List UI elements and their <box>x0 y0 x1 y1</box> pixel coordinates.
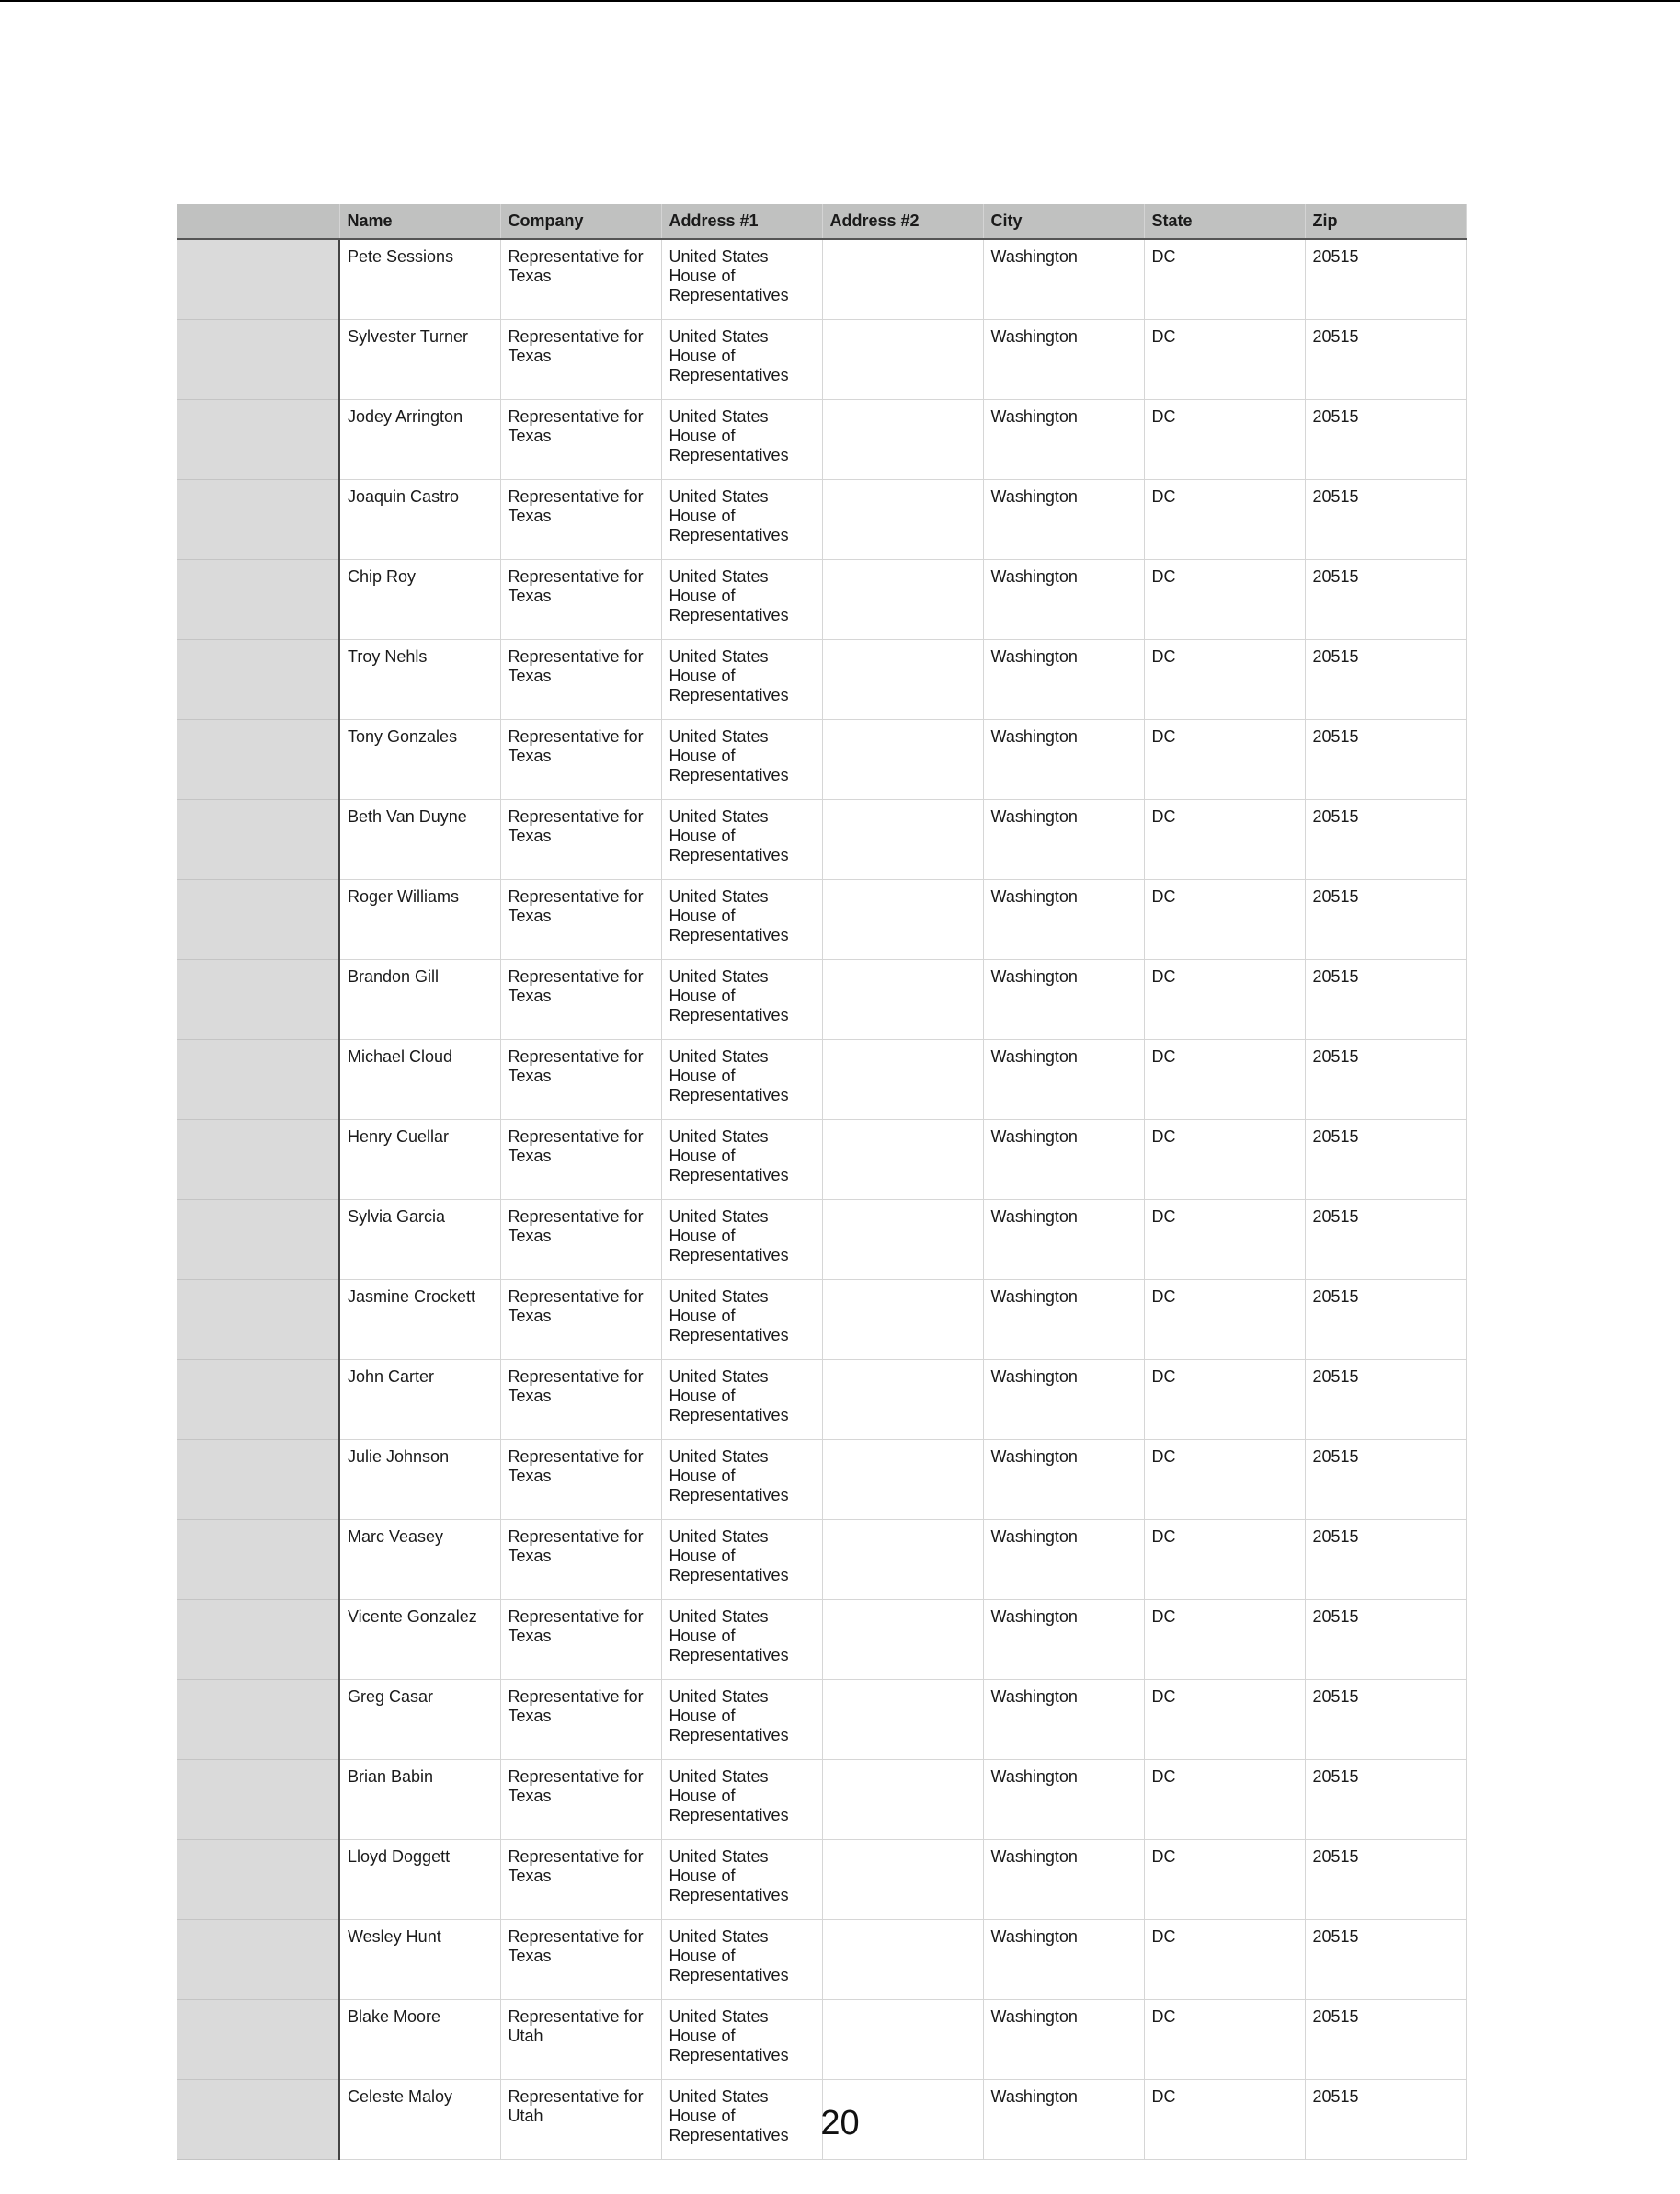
cell-city: Washington <box>983 560 1144 640</box>
cell-address2 <box>822 1440 983 1520</box>
cell-name: Marc Veasey <box>339 1520 500 1600</box>
cell-address2 <box>822 320 983 400</box>
table-row <box>177 1040 1466 1120</box>
table-row <box>177 1760 1466 1840</box>
row-header-cell <box>177 1680 339 1760</box>
cell-zip: 20515 <box>1305 800 1466 880</box>
cell-address2 <box>822 239 983 320</box>
cell-company: Representative for Texas <box>500 960 661 1040</box>
cell-address2 <box>822 1040 983 1120</box>
cell-address2 <box>822 800 983 880</box>
cell-state: DC <box>1144 880 1305 960</box>
cell-zip: 20515 <box>1305 1040 1466 1120</box>
contacts-table <box>177 204 1467 2160</box>
cell-city: Washington <box>983 880 1144 960</box>
cell-company: Representative for Texas <box>500 480 661 560</box>
cell-address2 <box>822 1760 983 1840</box>
cell-state: DC <box>1144 1280 1305 1360</box>
cell-company: Representative for Texas <box>500 1360 661 1440</box>
table-row <box>177 320 1466 400</box>
cell-address2 <box>822 960 983 1040</box>
cell-address1: United States House of Representatives <box>661 2000 822 2080</box>
table-row <box>177 1280 1466 1360</box>
cell-zip: 20515 <box>1305 960 1466 1040</box>
row-header-cell <box>177 2000 339 2080</box>
cell-address2 <box>822 1840 983 1920</box>
row-header-cell <box>177 1360 339 1440</box>
table-row <box>177 1120 1466 1200</box>
cell-zip: 20515 <box>1305 2080 1466 2160</box>
cell-address2 <box>822 880 983 960</box>
cell-city: Washington <box>983 1760 1144 1840</box>
cell-city: Washington <box>983 1600 1144 1680</box>
row-header-cell <box>177 1760 339 1840</box>
row-header-cell <box>177 1600 339 1680</box>
cell-name: Brandon Gill <box>339 960 500 1040</box>
cell-state: DC <box>1144 1440 1305 1520</box>
cell-company: Representative for Utah <box>500 2000 661 2080</box>
row-header-cell <box>177 1040 339 1120</box>
cell-name: Blake Moore <box>339 2000 500 2080</box>
cell-city: Washington <box>983 1520 1144 1600</box>
cell-zip: 20515 <box>1305 640 1466 720</box>
cell-state: DC <box>1144 720 1305 800</box>
cell-state: DC <box>1144 1920 1305 2000</box>
cell-address1: United States House of Representatives <box>661 1440 822 1520</box>
cell-state: DC <box>1144 1760 1305 1840</box>
cell-address1: United States House of Representatives <box>661 800 822 880</box>
row-header-cell <box>177 1920 339 2000</box>
table-row <box>177 1600 1466 1680</box>
cell-state: DC <box>1144 480 1305 560</box>
page-number: 20 <box>820 2104 860 2143</box>
cell-zip: 20515 <box>1305 560 1466 640</box>
cell-company: Representative for Texas <box>500 1440 661 1520</box>
row-header-cell <box>177 960 339 1040</box>
cell-zip: 20515 <box>1305 1920 1466 2000</box>
cell-company: Representative for Texas <box>500 1120 661 1200</box>
cell-state: DC <box>1144 239 1305 320</box>
cell-company: Representative for Texas <box>500 640 661 720</box>
cell-state: DC <box>1144 1360 1305 1440</box>
spreadsheet-table <box>177 204 1466 2160</box>
row-header-cell <box>177 880 339 960</box>
cell-city: Washington <box>983 720 1144 800</box>
table-row <box>177 1680 1466 1760</box>
cell-zip: 20515 <box>1305 1680 1466 1760</box>
cell-state: DC <box>1144 1040 1305 1120</box>
cell-company: Representative for Texas <box>500 560 661 640</box>
cell-address1: United States House of Representatives <box>661 1840 822 1920</box>
row-header-cell <box>177 1840 339 1920</box>
cell-address2 <box>822 1920 983 2000</box>
cell-zip: 20515 <box>1305 880 1466 960</box>
cell-address2 <box>822 480 983 560</box>
cell-city: Washington <box>983 1840 1144 1920</box>
row-header-cell <box>177 1120 339 1200</box>
cell-address1: United States House of Representatives <box>661 560 822 640</box>
cell-name: Vicente Gonzalez <box>339 1600 500 1680</box>
cell-company: Representative for Texas <box>500 239 661 320</box>
table-row <box>177 800 1466 880</box>
cell-name: John Carter <box>339 1360 500 1440</box>
cell-state: DC <box>1144 2000 1305 2080</box>
row-header-cell <box>177 800 339 880</box>
cell-company: Representative for Texas <box>500 1760 661 1840</box>
cell-city: Washington <box>983 800 1144 880</box>
table-row <box>177 1440 1466 1520</box>
cell-zip: 20515 <box>1305 2000 1466 2080</box>
cell-state: DC <box>1144 960 1305 1040</box>
cell-city: Washington <box>983 239 1144 320</box>
table-row <box>177 239 1466 320</box>
cell-city: Washington <box>983 1040 1144 1120</box>
cell-address1: United States House of Representatives <box>661 320 822 400</box>
cell-name: Jodey Arrington <box>339 400 500 480</box>
cell-zip: 20515 <box>1305 1280 1466 1360</box>
table-row <box>177 1200 1466 1280</box>
cell-city: Washington <box>983 960 1144 1040</box>
cell-zip: 20515 <box>1305 1360 1466 1440</box>
cell-state: DC <box>1144 1600 1305 1680</box>
cell-address1: United States House of Representatives <box>661 1920 822 2000</box>
cell-state: DC <box>1144 1840 1305 1920</box>
table-row <box>177 880 1466 960</box>
cell-zip: 20515 <box>1305 320 1466 400</box>
table-row <box>177 640 1466 720</box>
table-row <box>177 1920 1466 2000</box>
cell-company: Representative for Texas <box>500 800 661 880</box>
cell-name: Michael Cloud <box>339 1040 500 1120</box>
row-header-cell <box>177 720 339 800</box>
cell-zip: 20515 <box>1305 1200 1466 1280</box>
cell-address2 <box>822 400 983 480</box>
cell-city: Washington <box>983 480 1144 560</box>
cell-city: Washington <box>983 1200 1144 1280</box>
row-header-corner <box>177 204 339 239</box>
cell-address1: United States House of Representatives <box>661 1680 822 1760</box>
cell-address2 <box>822 1600 983 1680</box>
cell-address1: United States House of Representatives <box>661 720 822 800</box>
cell-company: Representative for Texas <box>500 1680 661 1760</box>
cell-address2 <box>822 1520 983 1600</box>
cell-zip: 20515 <box>1305 1440 1466 1520</box>
cell-address2 <box>822 1200 983 1280</box>
column-header-company: Company <box>500 204 661 239</box>
cell-city: Washington <box>983 2080 1144 2160</box>
top-edge-bar <box>0 0 1680 2</box>
cell-company: Representative for Texas <box>500 1520 661 1600</box>
cell-state: DC <box>1144 1120 1305 1200</box>
cell-company: Representative for Texas <box>500 320 661 400</box>
cell-city: Washington <box>983 320 1144 400</box>
cell-address2 <box>822 560 983 640</box>
cell-address1: United States House of Representatives <box>661 1600 822 1680</box>
cell-company: Representative for Texas <box>500 1040 661 1120</box>
row-header-cell <box>177 1280 339 1360</box>
row-header-cell <box>177 480 339 560</box>
cell-address1: United States House of Representatives <box>661 1760 822 1840</box>
column-header-address2: Address #2 <box>822 204 983 239</box>
cell-address1: United States House of Representatives <box>661 1040 822 1120</box>
column-header-name: Name <box>339 204 500 239</box>
cell-state: DC <box>1144 800 1305 880</box>
cell-state: DC <box>1144 1200 1305 1280</box>
cell-address2 <box>822 1280 983 1360</box>
cell-zip: 20515 <box>1305 400 1466 480</box>
cell-company: Representative for Texas <box>500 720 661 800</box>
cell-name: Jasmine Crockett <box>339 1280 500 1360</box>
cell-name: Celeste Maloy <box>339 2080 500 2160</box>
cell-company: Representative for Utah <box>500 2080 661 2160</box>
cell-address1: United States House of Representatives <box>661 1360 822 1440</box>
cell-state: DC <box>1144 1680 1305 1760</box>
cell-address1: United States House of Representatives <box>661 1120 822 1200</box>
cell-city: Washington <box>983 1920 1144 2000</box>
table-row <box>177 1360 1466 1440</box>
header-row <box>177 204 1466 239</box>
cell-address1: United States House of Representatives <box>661 2080 822 2160</box>
cell-name: Roger Williams <box>339 880 500 960</box>
cell-name: Beth Van Duyne <box>339 800 500 880</box>
cell-zip: 20515 <box>1305 1840 1466 1920</box>
cell-state: DC <box>1144 640 1305 720</box>
table-row <box>177 560 1466 640</box>
cell-state: DC <box>1144 320 1305 400</box>
cell-address2 <box>822 720 983 800</box>
cell-address1: United States House of Representatives <box>661 1520 822 1600</box>
row-header-cell <box>177 1440 339 1520</box>
cell-city: Washington <box>983 640 1144 720</box>
cell-city: Washington <box>983 1360 1144 1440</box>
cell-company: Representative for Texas <box>500 400 661 480</box>
cell-city: Washington <box>983 400 1144 480</box>
table-row <box>177 480 1466 560</box>
cell-zip: 20515 <box>1305 1760 1466 1840</box>
cell-address1: United States House of Representatives <box>661 239 822 320</box>
cell-city: Washington <box>983 1440 1144 1520</box>
cell-name: Sylvia Garcia <box>339 1200 500 1280</box>
table-row <box>177 960 1466 1040</box>
column-header-zip: Zip <box>1305 204 1466 239</box>
cell-address1: United States House of Representatives <box>661 960 822 1040</box>
cell-address2 <box>822 1680 983 1760</box>
row-header-cell <box>177 1200 339 1280</box>
row-header-cell <box>177 1520 339 1600</box>
cell-address1: United States House of Representatives <box>661 1200 822 1280</box>
cell-name: Tony Gonzales <box>339 720 500 800</box>
column-header-state: State <box>1144 204 1305 239</box>
cell-name: Greg Casar <box>339 1680 500 1760</box>
row-header-cell <box>177 560 339 640</box>
column-header-address1: Address #1 <box>661 204 822 239</box>
cell-address1: United States House of Representatives <box>661 880 822 960</box>
cell-company: Representative for Texas <box>500 1280 661 1360</box>
row-header-cell <box>177 239 339 320</box>
cell-name: Julie Johnson <box>339 1440 500 1520</box>
cell-address2 <box>822 1120 983 1200</box>
cell-state: DC <box>1144 1520 1305 1600</box>
cell-city: Washington <box>983 2000 1144 2080</box>
cell-company: Representative for Texas <box>500 880 661 960</box>
cell-name: Joaquin Castro <box>339 480 500 560</box>
cell-city: Washington <box>983 1120 1144 1200</box>
cell-name: Henry Cuellar <box>339 1120 500 1200</box>
cell-company: Representative for Texas <box>500 1840 661 1920</box>
cell-name: Chip Roy <box>339 560 500 640</box>
cell-zip: 20515 <box>1305 1600 1466 1680</box>
cell-name: Lloyd Doggett <box>339 1840 500 1920</box>
table-row <box>177 2000 1466 2080</box>
row-header-cell <box>177 400 339 480</box>
cell-address2 <box>822 1360 983 1440</box>
row-header-cell <box>177 320 339 400</box>
cell-state: DC <box>1144 560 1305 640</box>
cell-name: Wesley Hunt <box>339 1920 500 2000</box>
cell-address1: United States House of Representatives <box>661 640 822 720</box>
cell-name: Pete Sessions <box>339 239 500 320</box>
cell-state: DC <box>1144 2080 1305 2160</box>
column-header-city: City <box>983 204 1144 239</box>
cell-name: Troy Nehls <box>339 640 500 720</box>
cell-address1: United States House of Representatives <box>661 1280 822 1360</box>
cell-address2 <box>822 2000 983 2080</box>
row-header-cell <box>177 640 339 720</box>
cell-state: DC <box>1144 400 1305 480</box>
cell-city: Washington <box>983 1280 1144 1360</box>
cell-address1: United States House of Representatives <box>661 480 822 560</box>
table-row <box>177 1520 1466 1600</box>
cell-name: Sylvester Turner <box>339 320 500 400</box>
cell-zip: 20515 <box>1305 1120 1466 1200</box>
cell-company: Representative for Texas <box>500 1920 661 2000</box>
cell-zip: 20515 <box>1305 480 1466 560</box>
cell-address1: United States House of Representatives <box>661 400 822 480</box>
cell-name: Brian Babin <box>339 1760 500 1840</box>
cell-zip: 20515 <box>1305 1520 1466 1600</box>
cell-address2 <box>822 640 983 720</box>
table-row <box>177 400 1466 480</box>
cell-company: Representative for Texas <box>500 1600 661 1680</box>
table-row <box>177 720 1466 800</box>
cell-zip: 20515 <box>1305 239 1466 320</box>
cell-zip: 20515 <box>1305 720 1466 800</box>
cell-city: Washington <box>983 1680 1144 1760</box>
cell-company: Representative for Texas <box>500 1200 661 1280</box>
table-row <box>177 1840 1466 1920</box>
